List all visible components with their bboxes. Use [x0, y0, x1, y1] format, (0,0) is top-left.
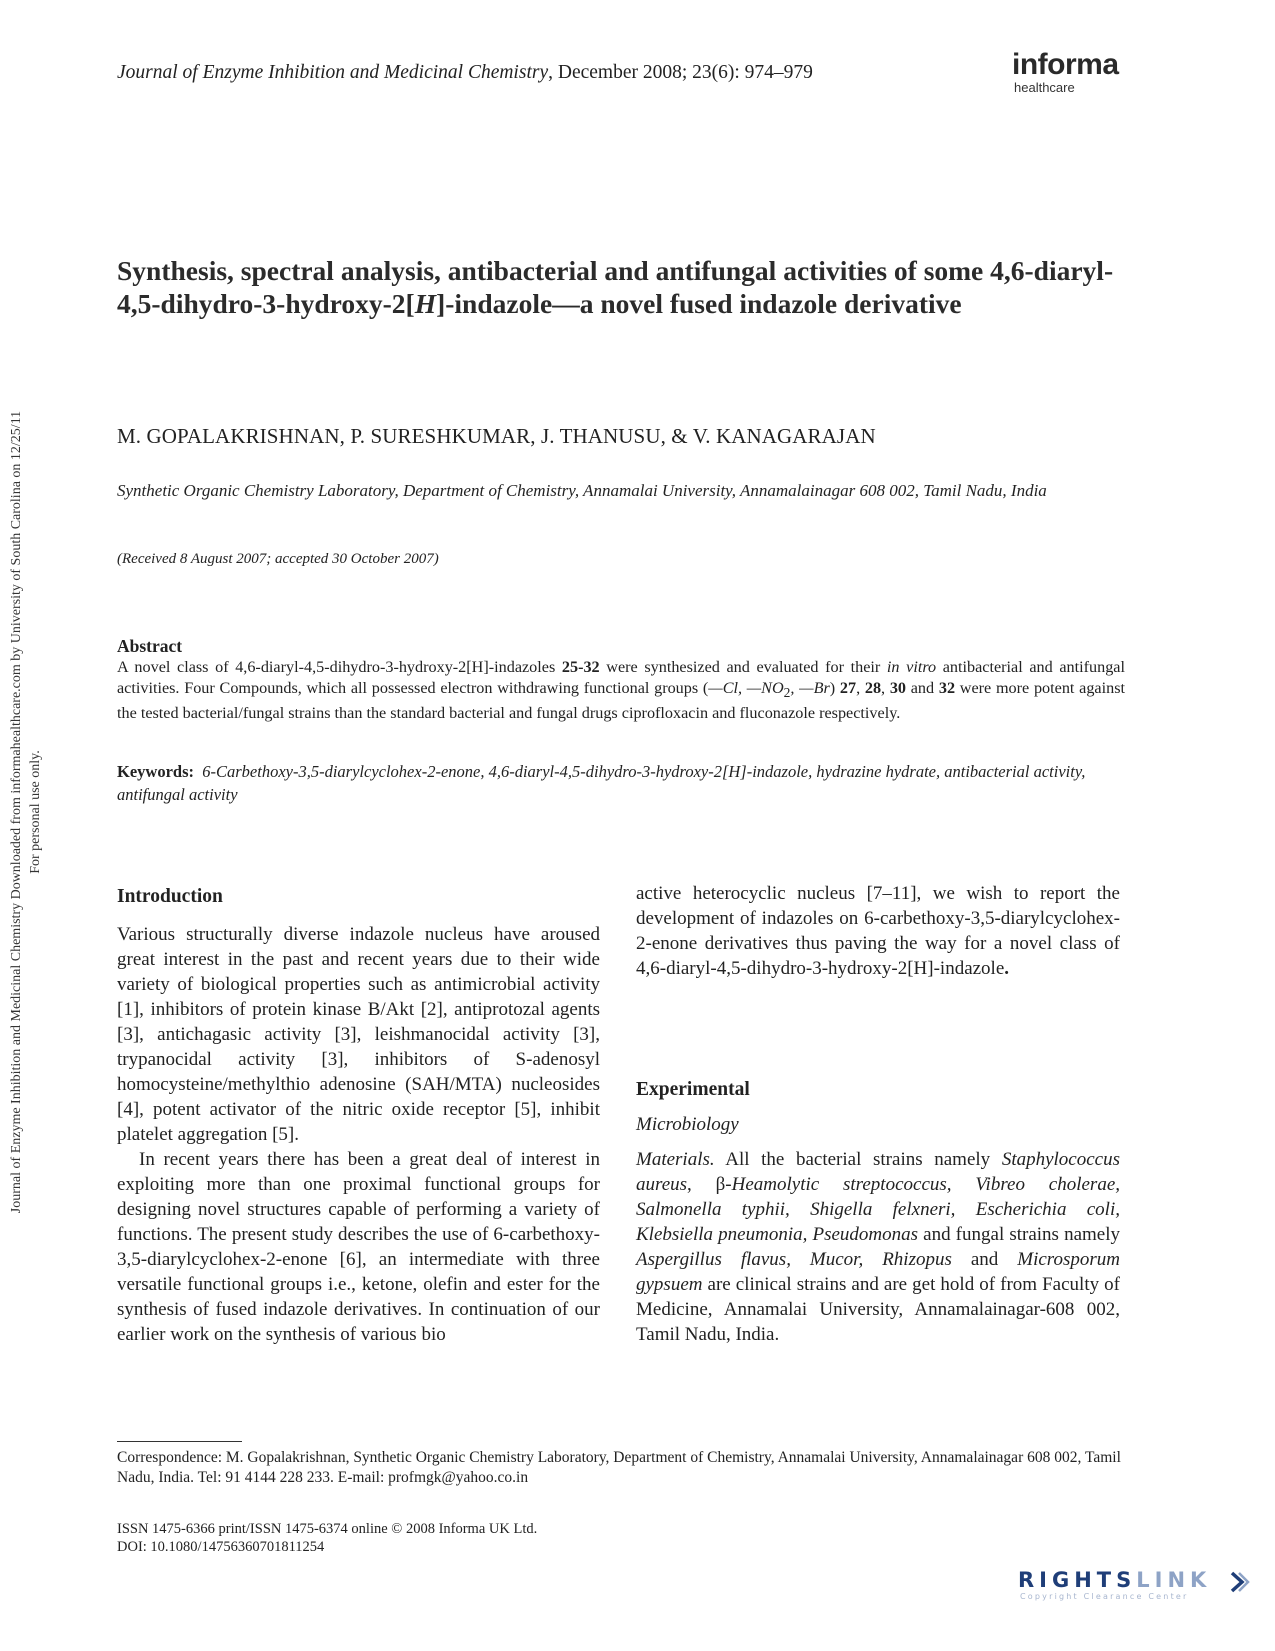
intro-paragraph-continued	[636, 881, 1120, 981]
compound-ref: 28	[864, 678, 882, 697]
compound-ref: 32	[938, 678, 956, 697]
abstract-text: )	[829, 678, 840, 697]
materials-text: and fungal strains namely	[918, 1224, 1120, 1245]
intro-paragraph-continued-text: active heterocyclic nucleus [7–11], we wish to report the development of indazoles on 6-carbethoxy-3,5-diarylcyclohex-2-enone derivatives thus paving the way for a novel class of 4,6-diaryl-4,5-dihydro-3-hydroxy-2[H]-indazole	[636, 883, 1120, 979]
materials-paragraph	[636, 1147, 1120, 1347]
materials-text: , β-	[687, 1174, 732, 1195]
abstract-italic: in vitro	[886, 658, 937, 676]
abstract-text: A novel class of 4,6-diaryl-4,5-dihydro-3-hydroxy-2[H]-indazoles	[117, 658, 562, 676]
right-column	[636, 881, 1120, 1347]
organism-name: Staphylococcus aureus	[636, 1149, 1120, 1195]
correspondence-footnote: Correspondence: M. Gopalakrishnan, Synthetic Organic Chemistry Laboratory, Department of Chemistry, Annamalai University, Annamalainagar 608 002, Tamil Nadu, India. Tel: 91 4144 228 233. E-mail: profmgk@yahoo.co.in	[117, 1449, 1121, 1486]
chevron-right-icon	[1226, 1570, 1250, 1594]
intro-paragraph-end: .	[1004, 958, 1010, 979]
journal-citation	[117, 62, 813, 84]
compound-ref: 27	[839, 678, 857, 697]
received-dates: (Received 8 August 2007; accepted 30 October 2007)	[117, 551, 439, 567]
abstract-text: and	[906, 678, 939, 697]
compound-ref: 30	[889, 678, 907, 697]
abstract-text: were synthesized and evaluated for their	[599, 658, 887, 676]
affiliation: Synthetic Organic Chemistry Laboratory, Department of Chemistry, Annamalai University, Annamalainagar 608 002, Tamil Nadu, India	[117, 481, 1047, 500]
title-italic-h: H	[414, 288, 437, 319]
rightslink-subtitle: Copyright Clearance Center	[1020, 1592, 1189, 1601]
materials-text: are clinical strains and are get hold of from Faculty of Medicine, Annamalai University, Annamalainagar-608 002, Tamil Nadu, India.	[636, 1274, 1120, 1345]
issn-line: ISSN 1475-6366 print/ISSN 1475-6374 online © 2008 Informa UK Ltd.	[117, 1521, 538, 1537]
title-text-1: Synthesis, spectral analysis, antibacterial and antifungal activities of some 4,6-diaryl-4,5-dihydro-3-hydroxy-2[	[117, 255, 1114, 319]
download-watermark	[0, 0, 52, 1651]
doi-line: DOI: 10.1080/14756360701811254	[117, 1539, 325, 1555]
keywords-label: Keywords:	[117, 762, 194, 781]
section-heading-experimental: Experimental	[636, 1079, 750, 1100]
materials-text: and	[951, 1249, 1018, 1270]
materials-text: All the bacterial strains namely	[714, 1149, 1002, 1170]
subsection-heading-microbiology: Microbiology	[636, 1114, 739, 1135]
subscript: 2	[783, 684, 791, 700]
materials-label: Materials.	[636, 1149, 715, 1170]
author-list: M. GOPALAKRISHNAN, P. SURESHKUMAR, J. THANUSU, & V. KANAGARAJAN	[117, 424, 876, 448]
journal-name: Journal of Enzyme Inhibition and Medicinal Chemistry	[117, 62, 549, 83]
left-column	[117, 884, 600, 1347]
abstract-text: were more potent against the tested bacterial/fungal strains than the standard bacterial and fungal drugs ciprofloxacin and fluconazole respectively.	[117, 678, 1125, 723]
keywords	[117, 760, 1125, 806]
publisher-logo-subtitle: healthcare	[1014, 80, 1075, 95]
article-title	[117, 254, 1137, 320]
organism-name: Aspergillus flavus, Mucor, Rhizopus	[636, 1249, 952, 1270]
abstract-text: ,	[881, 678, 890, 697]
footnote-rule	[117, 1441, 242, 1442]
rightslink-rights: RIGHTS	[1018, 1568, 1137, 1592]
abstract-body	[117, 657, 1125, 724]
functional-groups: —Cl, —NO	[708, 678, 784, 697]
rightslink-logo	[1018, 1568, 1253, 1610]
rightslink-link: LINK	[1136, 1568, 1212, 1592]
intro-paragraph-2: In recent years there has been a great deal of interest in exploiting more than one proximal functional groups for designing novel structures capable of performing a variety of functions. The present study describes the use of 6-carbethoxy-3,5-diarylcyclohex-2-enone [6], an intermediate with three versatile functional groups i.e., ketone, olefin and ester for the synthesis of fused indazole derivatives. In continuation of our earlier work on the synthesis of various bio	[117, 1149, 600, 1345]
rightslink-wordmark	[1018, 1568, 1253, 1592]
section-heading-introduction: Introduction	[117, 886, 223, 907]
title-text-2: ]-indazole—a novel fused indazole derivative	[436, 288, 962, 319]
organism-name: Microsporum gypsuem	[636, 1249, 1120, 1295]
journal-issue: , December 2008; 23(6): 974–979	[548, 62, 813, 83]
download-note-line1: Journal of Enzyme Inhibition and Medicinal Chemistry Downloaded from informahealthcare.com by University of South Carolina on 12/25/11	[9, 410, 24, 1214]
organism-name: Heamolytic streptococcus, Vibreo cholerae, Salmonella typhii, Shigella felxneri, Escherichia coli, Klebsiella pneumonia, Pseudomonas	[636, 1174, 1120, 1245]
intro-paragraph-1: Various structurally diverse indazole nucleus have aroused great interest in the past and recent years due to their wide variety of biological properties such as antimicrobial activity [1], inhibitors of protein kinase B/Akt [2], antiprotozal agents [3], antichagasic activity [3], leishmanocidal activity [3], trypanocidal activity [3], inhibitors of S-adenosyl homocysteine/methylthio adenosine (SAH/MTA) nucleosides [4], potent activator of the nitric oxide receptor [5], inhibit platelet aggregation [5].	[117, 924, 600, 1145]
abstract-text: antibacterial and antifungal activities. Four Compounds, which all possessed electron withdrawing functional groups (	[117, 658, 1125, 697]
functional-groups: , —Br	[790, 678, 830, 697]
issn-doi-block	[117, 1520, 537, 1556]
abstract-heading: Abstract	[117, 636, 183, 656]
publisher-logo-name: informa	[1012, 48, 1119, 81]
publisher-logo	[1012, 50, 1142, 96]
download-note-line2: For personal use only.	[28, 750, 43, 874]
compound-ref: 25-32	[561, 658, 600, 676]
abstract-text: ,	[856, 678, 865, 697]
keywords-text: 6-Carbethoxy-3,5-diarylcyclohex-2-enone, 4,6-diaryl-4,5-dihydro-3-hydroxy-2[H]-indazole, hydrazine hydrate, antibacterial activity, antifungal activity	[117, 762, 1086, 804]
